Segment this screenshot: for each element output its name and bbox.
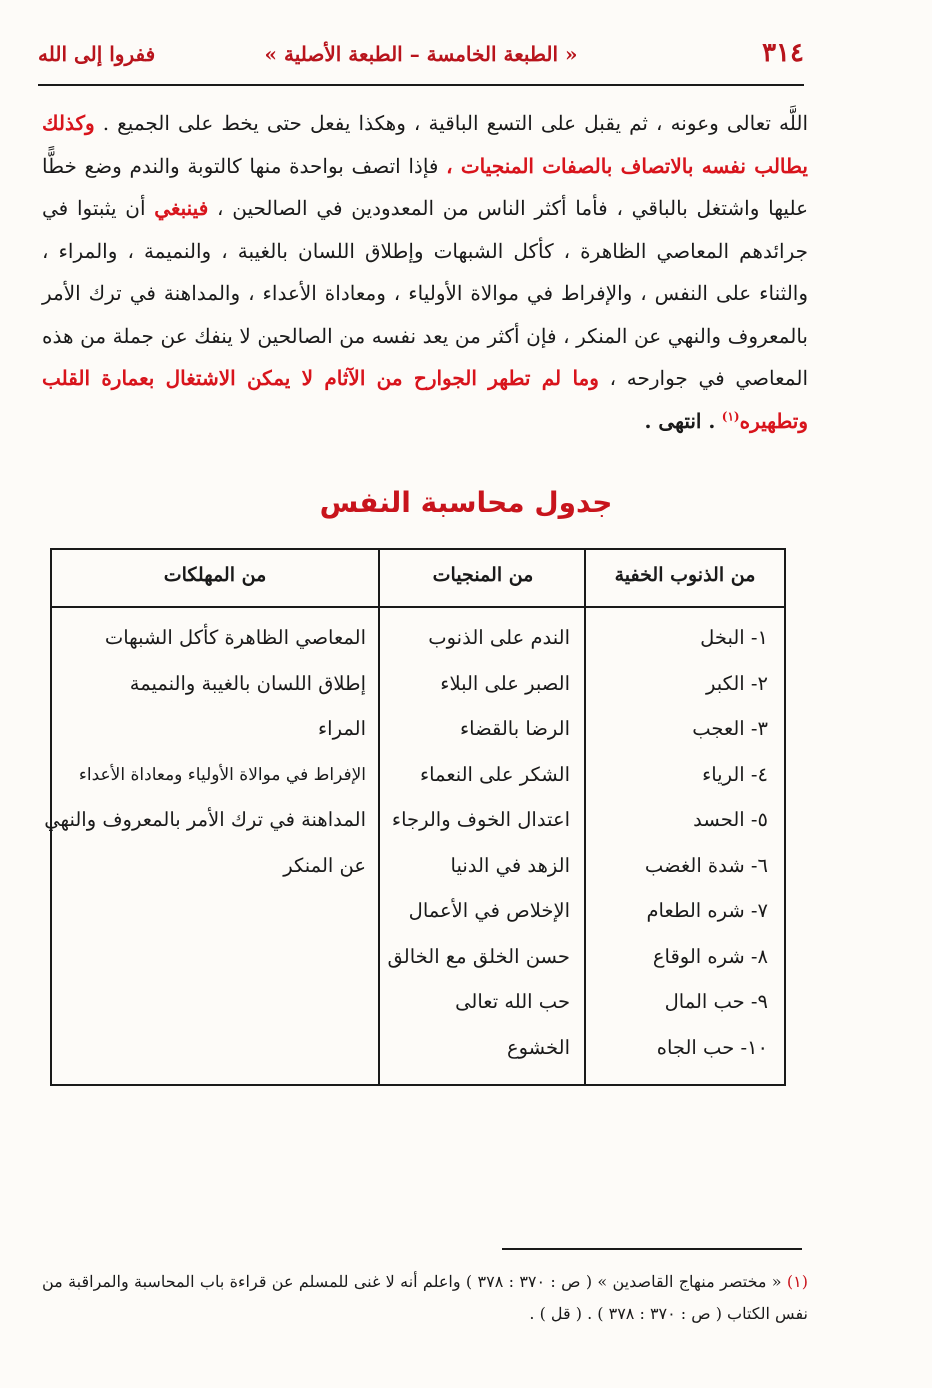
highlight-text: فينبغي: [154, 196, 209, 220]
footnote-rule: [502, 1248, 802, 1250]
table-cell: ٣- العجب: [692, 717, 768, 740]
table-cell: ١- البخل: [700, 626, 768, 649]
table-title: جدول محاسبة النفس: [319, 486, 613, 519]
header-destructive: من المهلكات: [163, 564, 267, 586]
table-cell: المداهنة في ترك الأمر بالمعروف والنهي: [44, 808, 366, 831]
table-cell: الصبر على البلاء: [440, 671, 570, 695]
column-destructive: [44, 626, 366, 899]
table-cell: الإخلاص في الأعمال: [408, 899, 570, 922]
table-cell: حسن الخلق مع الخالق: [387, 944, 570, 968]
table-cell: الزهد في الدنيا: [450, 853, 570, 877]
text-run: أن يثبتوا في جرائدهم المعاصي الظاهرة ، كأكل الشبهات وإطلاق اللسان بالغيبة ، والنميمة ، والمراء ، والثناء على النفس ، والإفراط في موالاة الأولياء ، ومعاداة الأعداء ، والمداهنة في ترك الأمر بالمعروف والنهي عن المنكر ، فإن أكثر من يعد نفسه من الصالحين لا ينفك عن جملة من هذه المعاصي في جوارحه ،: [42, 196, 808, 390]
main-paragraph: [42, 102, 808, 442]
running-header: [38, 38, 804, 78]
table-cell: ٦- شدة الغضب: [644, 853, 768, 877]
header-saving: من المنجيات: [432, 564, 534, 586]
table-cell: المعاصي الظاهرة كأكل الشبهات: [104, 626, 366, 649]
table-cell: ٢- الكبر: [705, 671, 768, 695]
table-cell: اعتدال الخوف والرجاء: [391, 808, 570, 831]
highlight-text: وما لم تطهر الجوارح من الآثام لا يمكن الاشتغال بعمارة القلب وتطهيره: [42, 366, 808, 433]
table-cell: إطلاق اللسان بالغيبة والنميمة: [129, 671, 366, 695]
column-hidden-sins: [645, 626, 768, 1081]
table-cell: الرضا بالقضاء: [459, 717, 570, 740]
table-cell: ٤- الرياء: [702, 762, 768, 786]
footnote: [42, 1266, 808, 1330]
table-cell: المراء: [318, 717, 366, 740]
table-cell: الندم على الذنوب: [428, 626, 570, 649]
text-run: فإذا اتصف بواحدة منها كالتوبة والندم وضع خطًّا عليها واشتغل بالباقي ، فأما أكثر الناس من المعدودين في الصالحين ،: [42, 153, 808, 220]
footnote-text: « مختصر منهاج القاصدين » ( ص : ٣٧٠ : ٣٧٨ ) واعلم أنه لا غنى للمسلم عن قراءة باب المحاسبة والمراقبة من نفس الكتاب ( ص : ٣٧٠ : ٣٧٨ ) . ( قل ) .: [42, 1272, 808, 1323]
page-number: ٣١٤: [762, 38, 804, 68]
edition-label: « الطبعة الخامسة – الطبعة الأصلية »: [264, 42, 578, 66]
column-divider: [584, 550, 586, 1084]
table-cell: ٨- شره الوقاع: [652, 944, 768, 968]
highlight-text: وكذلك يطالب نفسه بالاتصاف بالصفات المنجيات ،: [42, 111, 809, 178]
table-cell: حب الله تعالى: [455, 990, 570, 1013]
text-run: . انتهى .: [644, 408, 716, 433]
table-cell: ٧- شره الطعام: [646, 899, 768, 922]
column-saving: [388, 626, 570, 1081]
self-accounting-table: [44, 548, 786, 1086]
table-cell: ٥- الحسد: [693, 808, 768, 831]
book-title: ففروا إلى الله: [38, 42, 156, 66]
header-rule: [38, 84, 804, 86]
table-cell: عن المنكر: [283, 853, 366, 877]
text-run: اللَّه تعالى وعونه ، ثم يقبل على التسع الباقية ، وهكذا يفعل حتى يخط على الجميع .: [102, 111, 809, 135]
table-cell: الخشوع: [506, 1035, 570, 1059]
table-cell: ١٠- حب الجاه: [656, 1035, 768, 1059]
table-cell: الإفراط في موالاة الأولياء ومعاداة الأعداء: [78, 764, 366, 785]
table-cell: الشكر على النعماء: [419, 762, 570, 786]
column-divider: [378, 550, 380, 1084]
footnote-mark: (١): [786, 1272, 808, 1291]
footnote-reference[interactable]: (١): [721, 408, 740, 423]
table-cell: ٩- حب المال: [664, 990, 768, 1013]
header-hidden-sins: من الذنوب الخفية: [614, 564, 756, 586]
